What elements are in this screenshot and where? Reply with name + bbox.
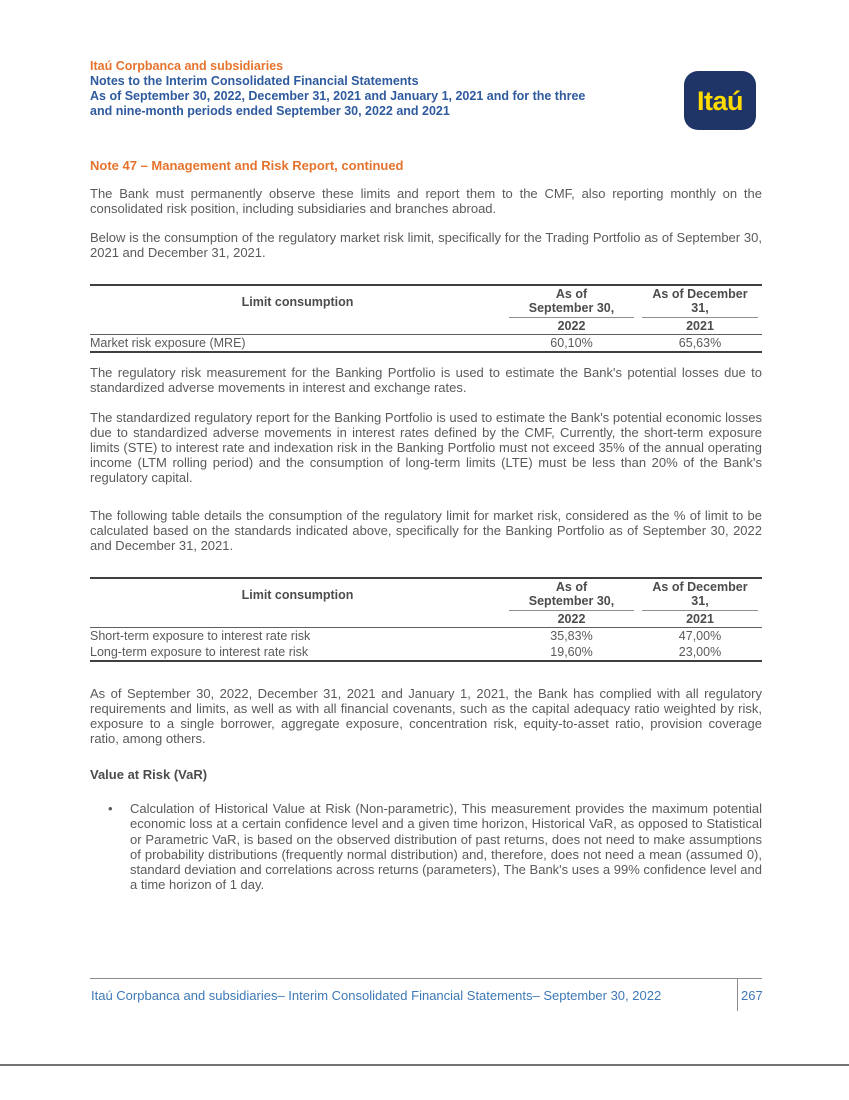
row-value-2021: 23,00% (678, 645, 722, 659)
footer-text: Itaú Corpbanca and subsidiaries– Interim Consolidated Financial Statements– September 30, 2022 (91, 988, 662, 1003)
table-year-row (90, 611, 762, 628)
as-of-line1: As of December (652, 580, 748, 594)
itau-logo (684, 71, 756, 130)
as-of-line2: 31, (691, 300, 709, 315)
column-header-as-of-september (505, 578, 638, 611)
row-value-2022: 60,10% (550, 336, 593, 350)
bullet-icon: • (108, 801, 113, 816)
footer-page-number-divider (737, 978, 738, 1011)
table-row (90, 628, 762, 645)
column-header-as-of-december (638, 578, 762, 611)
row-label: Market risk exposure (MRE) (90, 336, 246, 350)
itau-logo-text: Itaú (696, 86, 743, 116)
as-of-line2: September 30, (528, 593, 615, 608)
as-of-line2: 31, (691, 593, 709, 608)
empty-cell (90, 318, 505, 335)
paragraph-regulatory-risk-measurement: The regulatory risk measurement for the Banking Portfolio is used to estimate the Bank's potential losses due to standardized adverse movements in interest and exchange rates. (90, 365, 762, 395)
row-value-2022: 35,83% (550, 629, 593, 643)
var-section-heading: Value at Risk (VaR) (90, 767, 208, 782)
page-bottom-divider (0, 1064, 849, 1066)
column-header-as-of-december (638, 285, 762, 318)
row-value-2021: 47,00% (678, 629, 722, 643)
year-2022: 2022 (505, 611, 638, 628)
column-header-limit-consumption: Limit consumption (241, 295, 354, 309)
row-value-2022: 19,60% (550, 645, 593, 659)
year-2021: 2021 (638, 318, 762, 335)
footer-rule (90, 978, 762, 979)
paragraph-banking-portfolio-intro: The following table details the consumption of the regulatory limit for market risk, considered as the % of limit to be calculated based on the standards indicated above, specifically for the Banking Portfolio as of September 30, 2022 and December 31, 2021. (90, 508, 762, 553)
as-of-line1: As of (555, 580, 588, 594)
row-label: Long-term exposure to interest rate risk (90, 645, 309, 659)
column-header-as-of-september (505, 285, 638, 318)
page-number: 267 (741, 988, 763, 1003)
note-title: Note 47 – Management and Risk Report, continued (90, 158, 404, 173)
as-of-line1: As of December (652, 287, 748, 301)
paragraph-trading-portfolio-intro: Below is the consumption of the regulatory market risk limit, specifically for the Trading Portfolio as of September 30, 2021 and December 31, 2021. (90, 230, 762, 260)
document-title: Notes to the Interim Consolidated Financial Statements (90, 74, 419, 88)
row-value-2021: 65,63% (678, 336, 722, 350)
trading-portfolio-limit-table (90, 284, 762, 353)
paragraph-standardized-report: The standardized regulatory report for the Banking Portfolio is used to estimate the Bank's potential economic losses due to standardized adverse movements in interest rates defined by the CMF, Currently, the short-term exposure limits (STE) to interest rate and indexation risk in the Banking Portfolio must not exceed 35% of the annual operating income (LTM rolling period) and the consumption of long-term limits (LTE) must be less than 20% of the Bank's regulatory capital. (90, 410, 762, 485)
banking-portfolio-limit-table (90, 577, 762, 662)
year-2022: 2022 (505, 318, 638, 335)
table-row (90, 644, 762, 661)
as-of-line2: September 30, (528, 300, 615, 315)
table-header-row (90, 285, 762, 318)
paragraph-compliance: As of September 30, 2022, December 31, 2021 and January 1, 2021, the Bank has complied with all regulatory requirements and limits, as well as with all financial covenants, such as the capital adequacy ratio weighted by risk, exposure to a single borrower, aggregate exposure, concentration risk, equity-to-asset ratio, provision coverage ratio, among others. (90, 686, 762, 746)
period-line: As of September 30, 2022, December 31, 2021 and January 1, 2021 and for the three and nine-month periods ended September 30, 2022 and 2021 (90, 89, 586, 118)
as-of-line1: As of (555, 287, 588, 301)
company-name: Itaú Corpbanca and subsidiaries (90, 59, 284, 73)
table-year-row (90, 318, 762, 335)
row-label: Short-term exposure to interest rate risk (90, 629, 311, 643)
paragraph-limits-report: The Bank must permanently observe these limits and report them to the CMF, also reporting monthly on the consolidated risk position, including subsidiaries and branches abroad. (90, 186, 762, 216)
var-bullet-text: Calculation of Historical Value at Risk (Non-parametric), This measurement provides the maximum potential economic loss at a certain confidence level and a given time horizon, Historical VaR, as opposed to Statistical or Parametric VaR, is based on the observed distribution of past returns, does not need to make assumptions of probability distributions (frequently normal distribution) and, therefore, does not need a mean (assumed 0), standard deviation and correlations across returns (parameters), The Bank's uses a 99% confidence level and a time horizon of 1 day. (130, 801, 762, 893)
column-header-limit-consumption: Limit consumption (241, 588, 354, 602)
table-header-row (90, 578, 762, 611)
page-header (90, 59, 610, 119)
year-2021: 2021 (638, 611, 762, 628)
table-row (90, 335, 762, 353)
empty-cell (90, 611, 505, 628)
var-bullet-item (90, 801, 762, 893)
